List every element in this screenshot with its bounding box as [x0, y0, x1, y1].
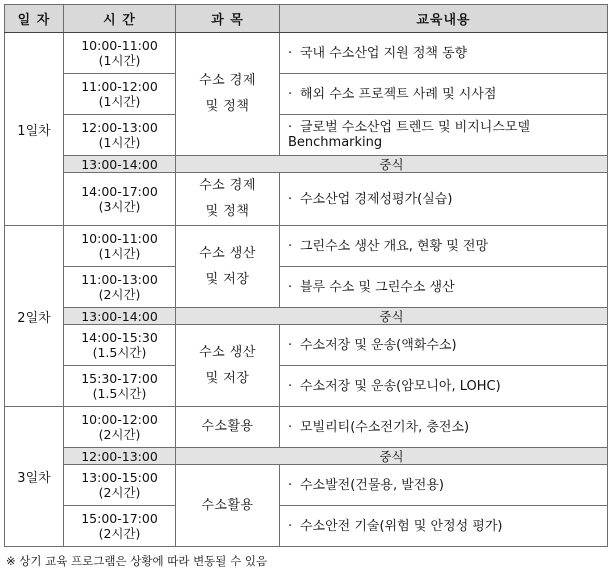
day-label: 1일차 — [5, 33, 64, 226]
duration: (1시간) — [98, 94, 141, 109]
content-cell — [280, 366, 608, 407]
break-row — [5, 156, 608, 173]
time-cell — [64, 173, 176, 226]
duration: (1.5시간) — [92, 386, 147, 401]
time-range: 10:00-12:00 — [81, 412, 158, 427]
bullet: · — [288, 378, 293, 394]
content-text: 수소저장 및 운송(암모니아, LOHC) — [300, 378, 501, 394]
time-cell — [64, 33, 176, 74]
bullet: · — [288, 86, 293, 102]
subject-line: 수소 생산 — [199, 344, 256, 360]
time-range: 15:00-17:00 — [81, 511, 158, 526]
subject-cell — [176, 33, 280, 156]
content-text: 글로벌 수소산업 트렌드 및 비지니스모델 Benchmarking — [288, 120, 531, 150]
footnote: ※ 상기 교육 프로그램은 상황에 따라 변동될 수 있음 — [6, 554, 268, 568]
content-cell — [280, 173, 608, 226]
content-cell — [280, 115, 608, 156]
duration: (2시간) — [98, 485, 141, 500]
duration: (2시간) — [98, 287, 141, 302]
content-text: 국내 수소산업 지원 정책 동향 — [300, 45, 468, 61]
content-cell — [280, 226, 608, 267]
content-text: 수소저장 및 운송(액화수소) — [300, 337, 457, 353]
day-label: 3일차 — [5, 407, 64, 547]
subject-cell — [176, 407, 280, 448]
subject-line: 수소활용 — [201, 419, 254, 434]
duration: (2시간) — [98, 526, 141, 541]
time-range: 13:00-15:00 — [81, 470, 158, 485]
subject-line: 수소 생산 — [199, 245, 256, 261]
bullet: · — [288, 191, 293, 207]
bullet: · — [288, 120, 293, 135]
bullet: · — [288, 45, 293, 61]
header-day: 일 자 — [5, 5, 64, 33]
duration: (2시간) — [98, 427, 141, 442]
subject-cell — [176, 325, 280, 407]
content-cell — [280, 407, 608, 448]
time-range: 14:00-17:00 — [81, 184, 158, 199]
table-row — [5, 366, 608, 407]
break-row — [5, 448, 608, 465]
bullet: · — [288, 238, 293, 254]
header-subject: 과 목 — [176, 5, 280, 33]
duration: (3시간) — [98, 199, 141, 214]
bullet: · — [288, 419, 293, 435]
header-time: 시 간 — [64, 5, 176, 33]
table-row — [5, 33, 608, 74]
table-row — [5, 173, 608, 226]
time-range: 15:30-17:00 — [81, 371, 158, 386]
content-text: 수소안전 기술(위험 및 안정성 평가) — [300, 518, 503, 534]
break-time: 13:00-14:00 — [64, 156, 176, 173]
content-text: 수소발전(건물용, 발전용) — [300, 477, 444, 493]
time-cell — [64, 226, 176, 267]
header-row — [5, 5, 608, 33]
time-cell — [64, 366, 176, 407]
subject-line: 및 저장 — [205, 370, 250, 386]
subject-cell — [176, 173, 280, 226]
subject-cell — [176, 465, 280, 547]
time-cell — [64, 407, 176, 448]
subject-line: 및 저장 — [205, 271, 250, 287]
bullet: · — [288, 337, 293, 353]
content-cell — [280, 506, 608, 547]
subject-line: 수소 경제 — [199, 73, 256, 88]
day-label: 2일차 — [5, 226, 64, 407]
table-row — [5, 465, 608, 506]
table-row — [5, 506, 608, 547]
content-cell — [280, 465, 608, 506]
time-range: 10:00-11:00 — [81, 231, 158, 246]
bullet: · — [288, 477, 293, 493]
break-label: 중식 — [176, 156, 608, 173]
duration: (1시간) — [98, 135, 141, 150]
break-label: 중식 — [176, 448, 608, 465]
break-row — [5, 308, 608, 325]
break-time: 12:00-13:00 — [64, 448, 176, 465]
time-cell — [64, 115, 176, 156]
table-row — [5, 325, 608, 366]
subject-line: 수소 경제 — [199, 178, 256, 193]
time-range: 11:00-13:00 — [81, 272, 158, 287]
content-cell — [280, 267, 608, 308]
subject-line: 수소활용 — [201, 497, 254, 513]
table-row — [5, 115, 608, 156]
time-cell — [64, 325, 176, 366]
schedule-table — [4, 4, 608, 547]
content-cell — [280, 33, 608, 74]
content-cell — [280, 74, 608, 115]
duration: (1시간) — [98, 246, 141, 261]
time-cell — [64, 465, 176, 506]
time-cell — [64, 506, 176, 547]
time-range: 11:00-12:00 — [81, 79, 158, 94]
duration: (1시간) — [98, 53, 141, 68]
subject-cell — [176, 226, 280, 308]
duration: (1.5시간) — [92, 345, 147, 360]
time-cell — [64, 267, 176, 308]
content-text: 수소산업 경제성평가(실습) — [300, 191, 453, 207]
table-row — [5, 267, 608, 308]
break-label: 중식 — [176, 308, 608, 325]
subject-line: 및 정책 — [205, 204, 250, 219]
content-text: 블루 수소 및 그린수소 생산 — [300, 279, 455, 295]
table-row — [5, 74, 608, 115]
table-row — [5, 407, 608, 448]
content-text: 그린수소 생산 개요, 현황 및 전망 — [300, 238, 489, 254]
header-content: 교육내용 — [280, 5, 608, 33]
time-range: 12:00-13:00 — [81, 120, 158, 135]
bullet: · — [288, 279, 293, 295]
time-range: 10:00-11:00 — [81, 38, 158, 53]
subject-line: 및 정책 — [205, 99, 250, 114]
content-text: 모빌리티(수소전기차, 충전소) — [300, 419, 470, 435]
content-cell — [280, 325, 608, 366]
break-time: 13:00-14:00 — [64, 308, 176, 325]
content-text: 해외 수소 프로젝트 사례 및 시사점 — [300, 86, 497, 102]
table-row — [5, 226, 608, 267]
time-cell — [64, 74, 176, 115]
time-range: 14:00-15:30 — [81, 330, 158, 345]
bullet: · — [288, 518, 293, 534]
